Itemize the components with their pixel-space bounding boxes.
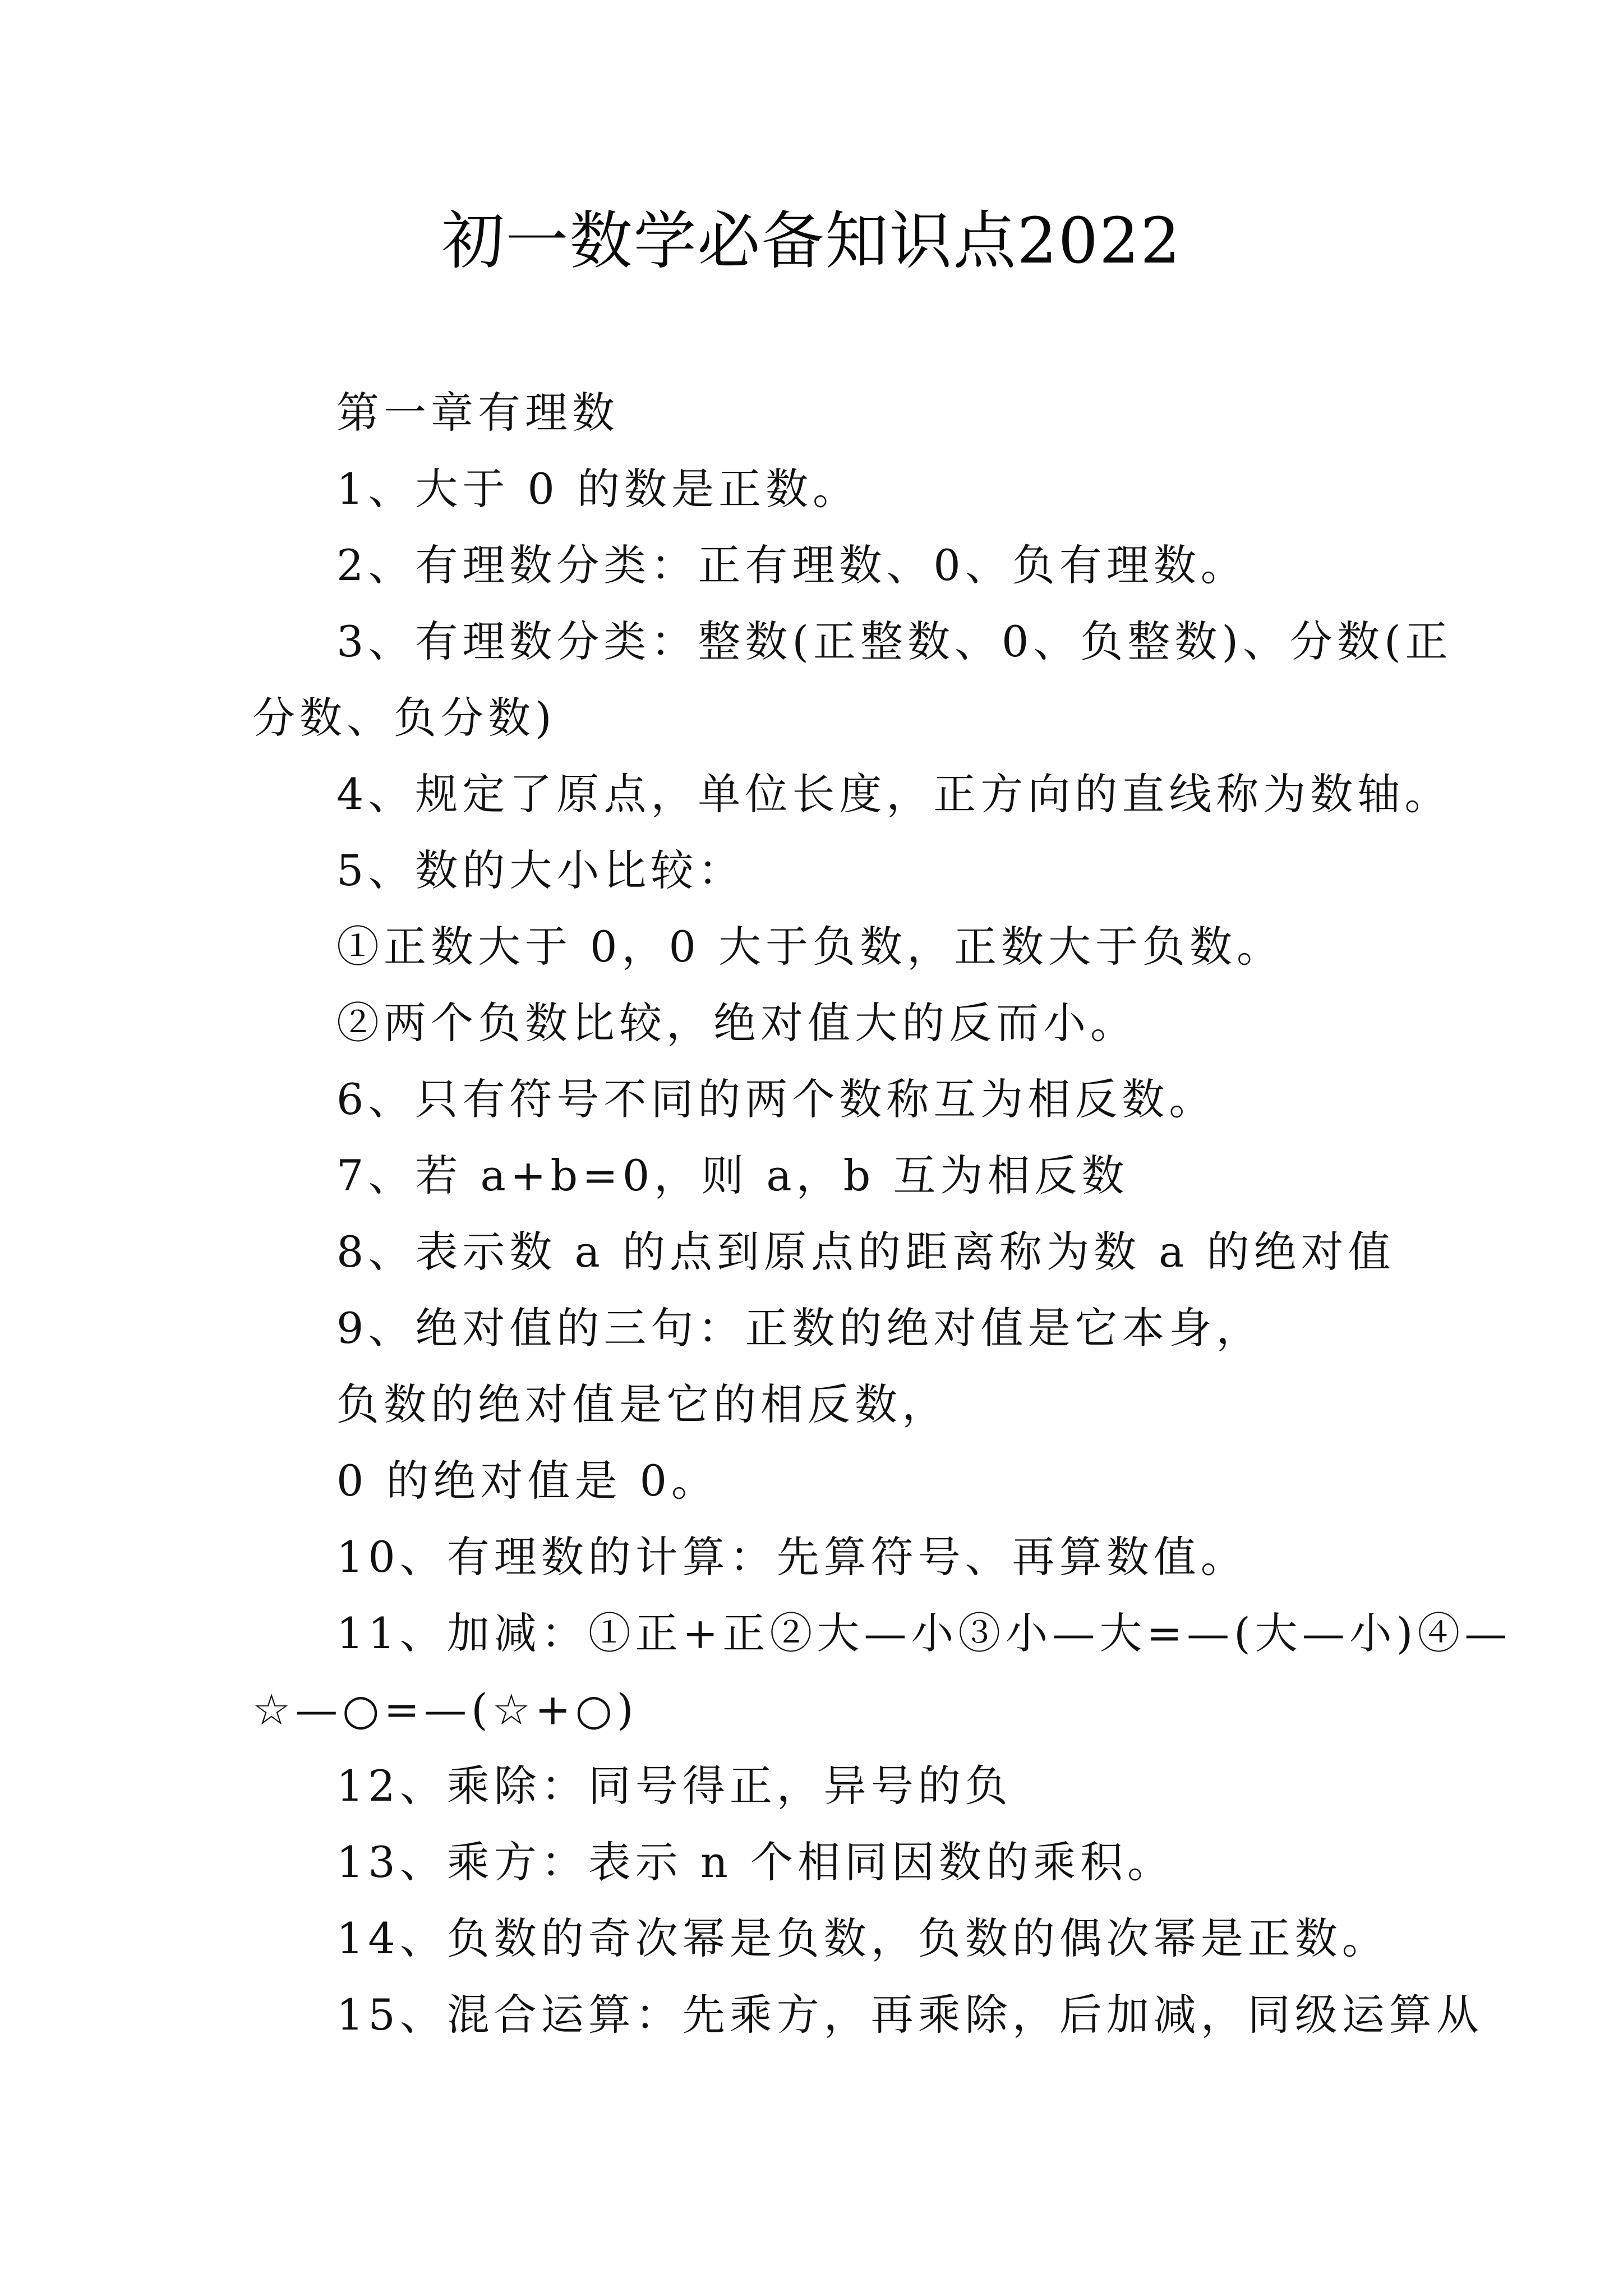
paragraph-line: 5、数的大小比较： <box>336 845 745 895</box>
paragraph-line: 7、若 a+b=0，则 a，b 互为相反数 <box>336 1151 1129 1200</box>
paragraph-line: ②两个负数比较，绝对值大的反而小。 <box>336 998 1137 1048</box>
paragraph-line: 13、乘方：表示 n 个相同因数的乘积。 <box>336 1837 1174 1887</box>
paragraph-line: 4、规定了原点，单位长度，正方向的直线称为数轴。 <box>336 769 1452 819</box>
paragraph-line: 11、加减：①正+正②大—小③小—大=—(大—小)④— <box>336 1608 1512 1658</box>
paragraph-line: 9、绝对值的三句：正数的绝对值是它本身， <box>336 1303 1264 1353</box>
paragraph-line: 负数的绝对值是它的相反数， <box>336 1379 949 1429</box>
document-body <box>252 375 1512 2053</box>
document-title: 初一数学必备知识点2022 <box>441 205 1182 278</box>
paragraph-line: 8、表示数 a 的点到原点的距离称为数 a 的绝对值 <box>336 1227 1395 1277</box>
paragraph-line: 14、负数的奇次幂是负数，负数的偶次幂是正数。 <box>336 1913 1389 1963</box>
paragraph-line: 12、乘除：同号得正，异号的负 <box>336 1761 1012 1811</box>
paragraph-line-continuation: ☆—○=—(☆+○) <box>252 1685 638 1734</box>
paragraph-line-continuation: 分数、负分数) <box>252 693 556 743</box>
paragraph-line: 2、有理数分类：正有理数、0、负有理数。 <box>336 540 1248 590</box>
chapter-heading: 第一章有理数 <box>336 388 619 438</box>
paragraph-line: 10、有理数的计算：先算符号、再算数值。 <box>336 1532 1248 1582</box>
paragraph-line: ①正数大于 0，0 大于负数，正数大于负数。 <box>336 922 1284 972</box>
paragraph-line: 0 的绝对值是 0。 <box>336 1456 719 1506</box>
paragraph-line: 6、只有符号不同的两个数称互为相反数。 <box>336 1074 1216 1124</box>
paragraph-line: 3、有理数分类：整数(正整数、0、负整数)、分数(正 <box>336 616 1453 666</box>
paragraph-line: 15、混合运算：先乘方，再乘除，后加减，同级运算从 <box>336 1990 1483 2040</box>
paragraph-line: 1、大于 0 的数是正数。 <box>336 464 860 514</box>
